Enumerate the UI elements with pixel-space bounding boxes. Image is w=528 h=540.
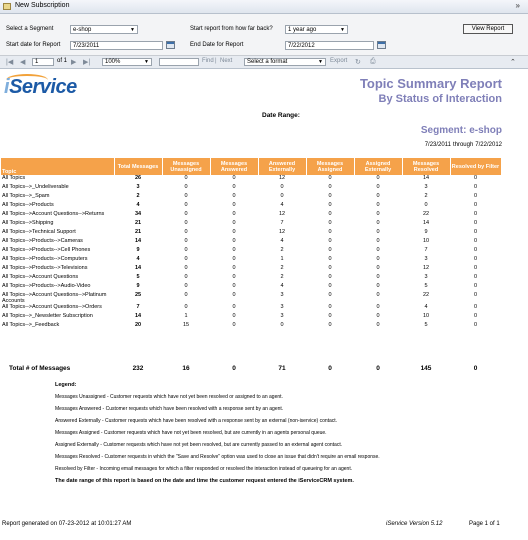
topic-cell: All Topics-->Products-->Cell Phones — [2, 247, 91, 253]
count-cell: 21 — [134, 220, 142, 226]
topic-cell: All Topics-->Account Questions-->Returns — [2, 211, 105, 217]
total-cell: 232 — [132, 364, 144, 372]
count-cell: 0 — [232, 313, 236, 319]
howfar-label: Start report from how far back? — [190, 26, 273, 32]
table-row — [1, 274, 501, 283]
count-cell: 0 — [376, 175, 380, 181]
count-cell: 14 — [134, 313, 142, 319]
column-header: Resolved by Filter — [450, 158, 501, 175]
count-cell: 14 — [422, 220, 430, 226]
count-cell: 4 — [136, 202, 140, 208]
count-cell: 0 — [184, 193, 188, 199]
count-cell: 14 — [422, 175, 430, 181]
legend-title: Legend: — [55, 382, 77, 388]
count-cell: 12 — [278, 211, 286, 217]
legend-item: Assigned Externally - Customer requests which have not yet been resolved, but are currently passed to an external agent contact. — [55, 442, 343, 448]
count-cell: 0 — [232, 247, 236, 253]
export-link[interactable]: Export — [330, 58, 348, 64]
count-cell: 0 — [232, 304, 236, 310]
count-cell: 3 — [280, 292, 284, 298]
count-cell: 0 — [232, 229, 236, 235]
topic-cell: All Topics-->Products — [2, 202, 54, 208]
report-body — [0, 69, 528, 540]
count-cell: 0 — [376, 193, 380, 199]
count-cell: 0 — [376, 184, 380, 190]
count-cell: 2 — [424, 193, 428, 199]
count-cell: 0 — [184, 238, 188, 244]
topic-summary-table — [1, 158, 502, 331]
count-cell: 0 — [232, 283, 236, 289]
count-cell: 0 — [376, 283, 380, 289]
count-cell: 34 — [134, 211, 142, 217]
table-row — [1, 313, 501, 322]
count-cell: 4 — [280, 202, 284, 208]
count-cell: 0 — [473, 256, 478, 262]
last-page-icon[interactable]: ▶| — [83, 59, 91, 66]
export-format-select[interactable] — [244, 58, 326, 66]
count-cell: 0 — [473, 313, 478, 319]
first-page-icon[interactable]: |◀ — [6, 59, 14, 66]
legend-item: Resolved by Filter - Incoming email messages for which a filter responded or resolved the interaction instead of queueing for an agent. — [55, 466, 353, 472]
segment-select-value: e-shop — [73, 27, 92, 33]
topic-cell: All Topics-->Products-->Cameras — [2, 238, 83, 244]
count-cell: 7 — [424, 247, 428, 253]
topic-cell: All Topics-->Products-->Audio-Video — [2, 283, 91, 289]
howfar-select-value: 1 year ago — [288, 27, 317, 33]
count-cell: 5 — [136, 274, 140, 280]
count-cell: 0 — [473, 238, 478, 244]
count-cell: 0 — [232, 193, 236, 199]
count-cell: 0 — [184, 202, 188, 208]
start-date-input[interactable]: 7/23/2011 — [70, 41, 163, 50]
count-cell: 20 — [134, 322, 142, 328]
count-cell: 15 — [182, 322, 190, 328]
count-cell: 0 — [184, 229, 188, 235]
count-cell: 0 — [376, 313, 380, 319]
count-cell: 0 — [473, 292, 478, 298]
count-cell: 0 — [328, 175, 332, 181]
count-cell: 0 — [376, 304, 380, 310]
topic-cell: All Topics-->Shipping — [2, 220, 54, 226]
count-cell: 0 — [184, 247, 188, 253]
table-row — [1, 175, 501, 184]
count-cell: 0 — [184, 256, 188, 262]
count-cell: 0 — [232, 202, 236, 208]
topic-cell: All Topics — [2, 175, 26, 181]
column-header: Topic — [1, 158, 114, 175]
subscription-icon — [3, 3, 11, 10]
total-cell: 0 — [376, 364, 380, 372]
count-cell: 0 — [280, 193, 284, 199]
count-cell: 0 — [184, 220, 188, 226]
count-cell: 0 — [376, 292, 380, 298]
dropdown-arrow-icon: ▼ — [340, 27, 345, 33]
count-cell: 0 — [376, 265, 380, 271]
legend-item: Messages Answered - Customer requests which have been resolved with a response sent by an agent. — [55, 406, 284, 412]
topic-cell: All Topics-->Account Questions-->Orders — [2, 304, 102, 310]
table-row — [1, 211, 501, 220]
table-row — [1, 265, 501, 274]
footer-version: iService Version 5.12 — [386, 521, 443, 527]
legend-item: Messages Resolved - Customer requests in which the "Save and Resolve" option was used to close an issue that didn't require an email response. — [55, 454, 380, 460]
topic-cell: All Topics-->_Feedback — [2, 322, 60, 328]
count-cell: 3 — [280, 313, 284, 319]
report-subtitle: By Status of Interaction — [378, 93, 502, 105]
next-page-icon[interactable]: ▶ — [71, 59, 77, 66]
count-cell: 0 — [376, 229, 380, 235]
count-cell: 0 — [328, 238, 332, 244]
count-cell: 0 — [376, 211, 380, 217]
count-cell: 0 — [473, 247, 478, 253]
count-cell: 0 — [232, 184, 236, 190]
table-row — [1, 247, 501, 256]
table-row — [1, 283, 501, 292]
dropdown-arrow-icon: ▼ — [130, 27, 135, 33]
count-cell: 0 — [473, 274, 478, 280]
table-row — [1, 220, 501, 229]
count-cell: 0 — [473, 193, 478, 199]
count-cell: 1 — [280, 256, 284, 262]
table-row — [1, 292, 501, 304]
count-cell: 0 — [424, 202, 428, 208]
column-header: Total Messages — [114, 158, 162, 175]
count-cell: 0 — [232, 292, 236, 298]
page-number-input[interactable]: 1 — [32, 58, 54, 66]
total-cell: 0 — [473, 364, 478, 372]
count-cell: 5 — [424, 283, 428, 289]
count-cell: 14 — [134, 238, 142, 244]
segment-heading: Segment: e-shop — [420, 125, 502, 136]
end-date-label: End Date for Report — [190, 42, 244, 48]
count-cell: 0 — [473, 175, 478, 181]
count-cell: 0 — [376, 202, 380, 208]
footer-page: Page 1 of 1 — [469, 521, 500, 527]
count-cell: 0 — [328, 292, 332, 298]
count-cell: 0 — [376, 322, 380, 328]
segment-label: Select a Segment — [6, 26, 54, 32]
topic-cell: All Topics-->Products-->Televisions — [2, 265, 88, 271]
toolbar-separator: | — [215, 58, 217, 64]
column-header: Messages Resolved — [402, 158, 450, 175]
topic-cell: All Topics-->_Newsletter Subscription — [2, 313, 93, 319]
count-cell: 0 — [280, 184, 284, 190]
count-cell: 0 — [328, 247, 332, 253]
count-cell: 0 — [473, 229, 478, 235]
count-cell: 0 — [232, 274, 236, 280]
count-cell: 0 — [376, 274, 380, 280]
table-row — [1, 202, 501, 211]
count-cell: 0 — [184, 292, 188, 298]
export-format-value: Select a format — [247, 59, 288, 65]
count-cell: 0 — [232, 211, 236, 217]
count-cell: 0 — [232, 238, 236, 244]
count-cell: 0 — [328, 202, 332, 208]
topic-cell: All Topics-->Products-->Computers — [2, 256, 88, 262]
count-cell: 0 — [328, 256, 332, 262]
table-row — [1, 256, 501, 265]
iservice-logo: iService — [4, 76, 77, 98]
count-cell: 4 — [280, 238, 284, 244]
table-row — [1, 184, 501, 193]
count-cell: 0 — [328, 313, 332, 319]
date-range-label: Date Range: — [262, 112, 300, 119]
count-cell: 3 — [424, 256, 428, 262]
count-cell: 5 — [424, 322, 428, 328]
count-cell: 0 — [473, 283, 478, 289]
topic-cell: All Topics-->Technical Support — [2, 229, 76, 235]
count-cell: 0 — [328, 211, 332, 217]
count-cell: 2 — [280, 274, 284, 280]
count-cell: 22 — [422, 211, 430, 217]
table-header-row — [1, 158, 501, 175]
previous-page-icon[interactable]: ◀ — [20, 59, 26, 66]
count-cell: 0 — [328, 193, 332, 199]
count-cell: 0 — [184, 211, 188, 217]
count-cell: 0 — [328, 322, 332, 328]
total-cell: 0 — [232, 364, 236, 372]
date-to: 7/22/2012 — [475, 142, 502, 148]
count-cell: 0 — [184, 184, 188, 190]
total-cell: 145 — [420, 364, 432, 372]
count-cell: 12 — [278, 175, 286, 181]
total-cell: 16 — [182, 364, 190, 372]
find-input[interactable] — [159, 58, 199, 66]
print-icon[interactable]: ⎙ — [370, 58, 376, 65]
count-cell: 21 — [134, 229, 142, 235]
count-cell: 0 — [184, 265, 188, 271]
totals-label: Total # of Messages — [9, 364, 71, 372]
count-cell: 1 — [184, 313, 188, 319]
count-cell: 0 — [184, 304, 188, 310]
count-cell: 0 — [473, 265, 478, 271]
table-row — [1, 238, 501, 247]
count-cell: 9 — [136, 283, 140, 289]
count-cell: 2 — [280, 265, 284, 271]
count-cell: 26 — [134, 175, 142, 181]
total-cell: 0 — [328, 364, 332, 372]
count-cell: 3 — [424, 274, 428, 280]
count-cell: 9 — [424, 229, 428, 235]
count-cell: 14 — [134, 265, 142, 271]
report-footer — [0, 520, 528, 540]
report-title: Topic Summary Report — [359, 76, 502, 91]
count-cell: 0 — [473, 184, 478, 190]
table-row — [1, 193, 501, 202]
count-cell: 0 — [232, 175, 236, 181]
count-cell: 0 — [328, 304, 332, 310]
count-cell: 0 — [473, 202, 478, 208]
zoom-value: 100% — [105, 59, 121, 65]
date-from: 7/23/2011 — [424, 142, 451, 148]
count-cell: 12 — [422, 265, 430, 271]
topic-cell: All Topics-->Account Questions — [2, 274, 79, 280]
count-cell: 0 — [328, 184, 332, 190]
report-toolbar — [0, 56, 528, 69]
count-cell: 0 — [376, 238, 380, 244]
count-cell: 0 — [473, 220, 478, 226]
parameters-panel — [0, 14, 528, 56]
count-cell: 3 — [280, 304, 284, 310]
count-cell: 2 — [136, 193, 140, 199]
legend — [55, 382, 495, 484]
count-cell: 0 — [473, 304, 478, 310]
count-cell: 0 — [376, 247, 380, 253]
count-cell: 22 — [422, 292, 430, 298]
topic-cell: All Topics-->_Spam — [2, 193, 50, 199]
total-cell: 71 — [278, 364, 286, 372]
find-link[interactable]: Find — [202, 58, 214, 64]
window-titlebar — [0, 0, 528, 14]
legend-item: Answered Externally - Customer requests which have been resolved with a response sent by an external (non-iservice) contact. — [55, 418, 338, 424]
topic-cell: All Topics-->Account Questions-->Platinum Accounts — [2, 292, 107, 304]
collapse-chevron-icon[interactable]: » — [515, 1, 520, 10]
count-cell: 25 — [134, 292, 142, 298]
view-report-button[interactable]: View Report — [463, 24, 513, 34]
count-cell: 7 — [136, 304, 140, 310]
next-link[interactable]: Next — [220, 58, 233, 64]
dropdown-arrow-icon: ▼ — [318, 59, 323, 65]
date-through: through — [452, 142, 474, 148]
count-cell: 7 — [280, 220, 284, 226]
table-row — [1, 304, 501, 313]
legend-item: Messages Unassigned - Customer requests which have not yet been resolved or assigned to an agent. — [55, 394, 283, 400]
table-row — [1, 229, 501, 238]
count-cell: 9 — [136, 247, 140, 253]
legend-note: The date range of this report is based on the date and time the customer request entered the iServiceCRM system. — [55, 478, 354, 484]
column-header: Messages Unassigned — [162, 158, 210, 175]
end-calendar-icon[interactable] — [377, 41, 386, 49]
count-cell: 0 — [473, 211, 478, 217]
count-cell: 4 — [424, 304, 428, 310]
column-header: Messages Answered — [210, 158, 258, 175]
count-cell: 0 — [328, 283, 332, 289]
dropdown-arrow-icon: ▼ — [144, 59, 149, 65]
count-cell: 10 — [422, 313, 430, 319]
start-calendar-icon[interactable] — [166, 41, 175, 49]
count-cell: 12 — [278, 229, 286, 235]
count-cell: 0 — [328, 265, 332, 271]
count-cell: 0 — [232, 256, 236, 262]
count-cell: 10 — [422, 238, 430, 244]
count-cell: 0 — [376, 256, 380, 262]
legend-item: Messages Assigned - Customer requests which have not yet been resolved, but are currently in an agents personal queue. — [55, 430, 327, 436]
collapse-up-icon[interactable]: ⌃ — [510, 59, 516, 66]
count-cell: 2 — [280, 247, 284, 253]
count-cell: 0 — [232, 322, 236, 328]
segment-select[interactable] — [70, 25, 138, 34]
count-cell: 4 — [136, 256, 140, 262]
count-cell: 0 — [232, 265, 236, 271]
date-range-values — [425, 142, 502, 148]
end-date-input[interactable]: 7/22/2012 — [285, 41, 374, 50]
count-cell: 0 — [376, 220, 380, 226]
count-cell: 0 — [328, 220, 332, 226]
howfar-select[interactable] — [285, 25, 348, 34]
count-cell: 0 — [328, 274, 332, 280]
count-cell: 3 — [424, 184, 428, 190]
count-cell: 0 — [328, 229, 332, 235]
column-header: Answered Externally — [258, 158, 306, 175]
refresh-icon[interactable]: ↻ — [355, 59, 361, 66]
topic-cell: All Topics-->_Undeliverable — [2, 184, 69, 190]
totals-row — [1, 362, 501, 374]
column-header: Assigned Externally — [354, 158, 402, 175]
count-cell: 4 — [280, 283, 284, 289]
table-row — [1, 322, 501, 331]
count-cell: 0 — [280, 322, 284, 328]
count-cell: 0 — [232, 220, 236, 226]
window-title: New Subscription — [15, 2, 70, 9]
start-date-label: Start date for Report — [6, 42, 61, 48]
count-cell: 0 — [473, 322, 478, 328]
zoom-select[interactable] — [102, 58, 152, 66]
page-count: of 1 — [57, 58, 68, 64]
count-cell: 0 — [184, 283, 188, 289]
column-header: Messages Assigned — [306, 158, 354, 175]
footer-generated: Report generated on 07-23-2012 at 10:01:27 AM — [2, 521, 132, 527]
count-cell: 3 — [136, 184, 140, 190]
count-cell: 0 — [184, 274, 188, 280]
count-cell: 0 — [184, 175, 188, 181]
